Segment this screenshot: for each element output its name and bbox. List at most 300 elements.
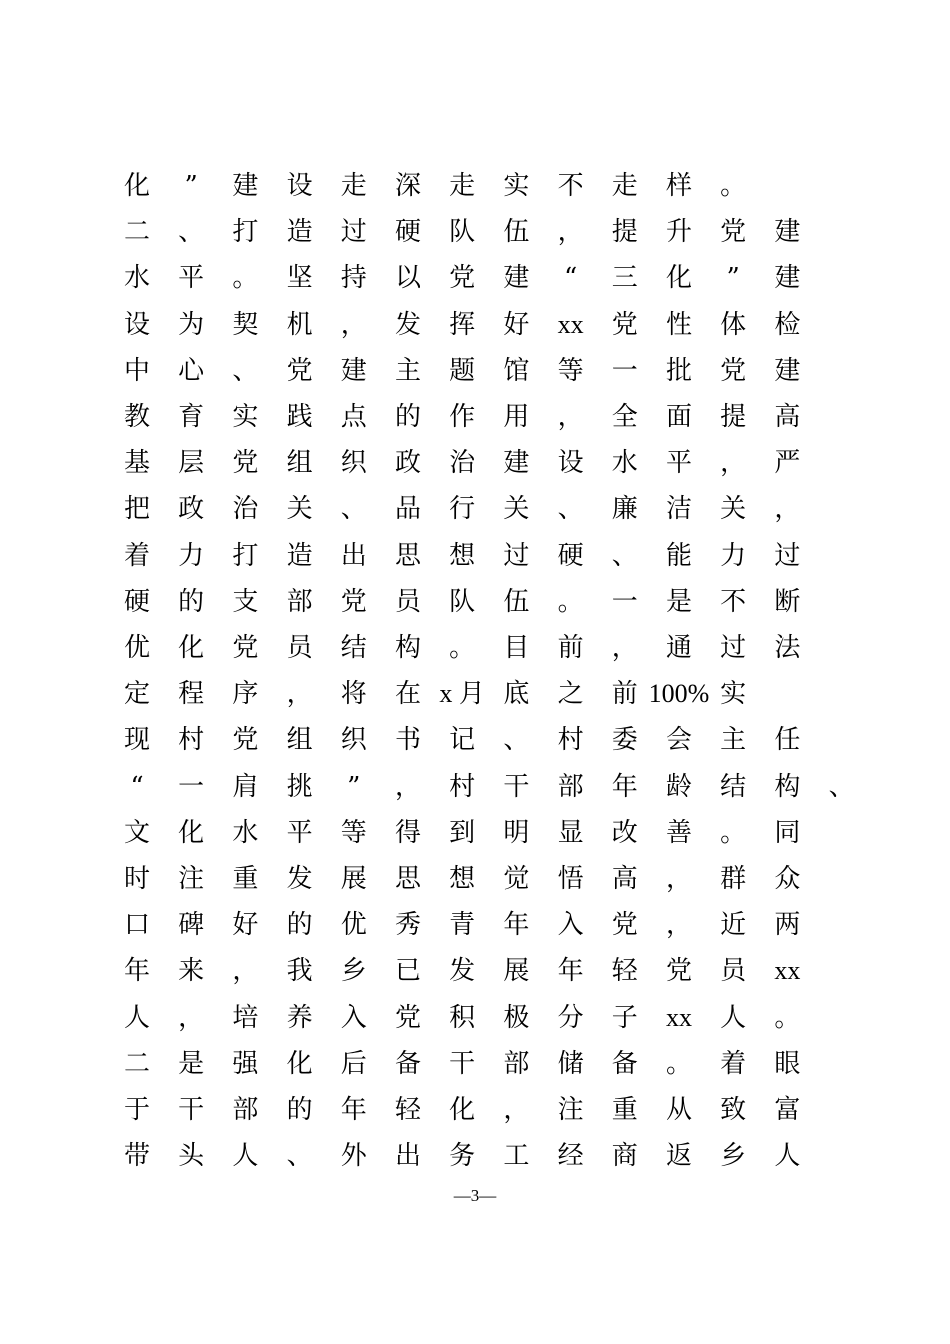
- text-char: 展: [340, 864, 367, 894]
- text-char: 眼: [774, 1048, 801, 1079]
- text-char: ”: [726, 263, 740, 294]
- text-char: 支: [232, 586, 259, 617]
- text-char: 实: [720, 679, 747, 710]
- text-char: 践: [286, 402, 313, 432]
- text-char: 发: [449, 956, 476, 987]
- text-char: 、: [611, 540, 638, 571]
- text-char: 水: [611, 448, 638, 479]
- text-char: 将: [340, 679, 367, 710]
- text-char: 的: [286, 910, 313, 941]
- text-char: 点: [340, 402, 367, 432]
- text-char: 底: [503, 679, 530, 710]
- text-char: 工: [503, 1141, 530, 1172]
- text-char: 党: [232, 448, 259, 479]
- text-char: 建: [340, 355, 367, 386]
- text-char: 队: [449, 217, 476, 248]
- text-char: 记: [449, 725, 476, 756]
- text-char: 经: [557, 1141, 584, 1172]
- text-char: 入: [340, 1002, 367, 1033]
- text-char: 全: [611, 402, 638, 432]
- text-char: 党: [720, 217, 747, 248]
- text-char: 注: [178, 864, 205, 894]
- text-char: 一: [611, 586, 638, 617]
- text-char: 是: [665, 586, 692, 617]
- text-char: 人: [774, 1141, 801, 1172]
- text-char: 党: [232, 633, 259, 663]
- text-char: 致: [720, 1095, 747, 1125]
- text-line: [0, 998, 950, 1038]
- text-char: 党: [611, 910, 638, 941]
- text-char: 党: [665, 956, 692, 987]
- text-char: ，: [557, 217, 584, 248]
- page-number: —3—: [453, 1186, 497, 1205]
- text-char: 年: [611, 771, 638, 802]
- text-char: 建: [774, 217, 801, 248]
- text-char: 年: [340, 1095, 367, 1125]
- text-char: 出: [340, 540, 367, 571]
- text-char: 的: [394, 402, 421, 432]
- text-char: xx: [774, 956, 801, 986]
- text-char: 。: [665, 1048, 692, 1079]
- text-char: 、: [178, 217, 205, 248]
- text-char: 高: [774, 402, 801, 432]
- text-char: 村: [449, 771, 476, 802]
- text-char: 三: [611, 263, 638, 294]
- text-char: 同: [774, 817, 801, 848]
- text-char: 现: [123, 725, 150, 756]
- text-char: 治: [449, 448, 476, 479]
- text-char: 化: [665, 263, 692, 294]
- text-char: 走: [340, 171, 367, 201]
- text-char: 提: [611, 217, 638, 248]
- text-char: 升: [665, 217, 692, 248]
- text-char: 水: [232, 817, 259, 848]
- text-char: 年: [123, 956, 150, 987]
- text-char: 人: [720, 1002, 747, 1033]
- text-char: 头: [178, 1141, 205, 1172]
- text-char: 显: [557, 817, 584, 848]
- text-char: 富: [774, 1095, 801, 1125]
- text-char: 前: [611, 679, 638, 710]
- text-char: 力: [720, 540, 747, 571]
- text-char: 设: [123, 309, 150, 340]
- text-char: 轻: [394, 1095, 421, 1125]
- text-char: ，: [394, 771, 421, 802]
- text-char: 二: [123, 217, 150, 248]
- text-char: 平: [286, 817, 313, 848]
- text-char: 觉: [503, 864, 530, 894]
- text-char: 结: [340, 633, 367, 663]
- text-char: 序: [232, 679, 259, 710]
- text-char: 力: [178, 540, 205, 571]
- text-char: 商: [611, 1141, 638, 1172]
- text-line: [0, 767, 950, 807]
- text-char: 人: [232, 1141, 259, 1172]
- text-char: 明: [503, 817, 530, 848]
- text-line: [0, 951, 950, 991]
- text-char: ，: [503, 1095, 530, 1125]
- text-char: ，: [720, 448, 747, 479]
- text-line: [0, 859, 950, 899]
- text-char: 坚: [286, 263, 313, 294]
- text-char: ，: [611, 633, 638, 663]
- text-char: 近: [720, 910, 747, 941]
- text-char: 优: [340, 910, 367, 941]
- text-char: 部: [503, 1048, 530, 1079]
- text-char: xx: [666, 1002, 692, 1032]
- text-char: 教: [123, 402, 150, 432]
- text-char: 返: [665, 1141, 692, 1172]
- text-char: 众: [774, 864, 801, 894]
- text-char: 重: [611, 1095, 638, 1125]
- text-char: ，: [232, 956, 259, 987]
- text-char: 化: [123, 171, 150, 201]
- text-char: 群: [720, 864, 747, 894]
- text-char: 伍: [503, 217, 530, 248]
- text-char: 建: [503, 263, 530, 294]
- text-char: 挑: [286, 771, 313, 802]
- text-char: 年: [503, 910, 530, 941]
- text-char: 造: [286, 540, 313, 571]
- text-char: 党: [394, 1002, 421, 1033]
- text-char: 员: [286, 633, 313, 663]
- text-char: 展: [503, 956, 530, 987]
- text-char: ”: [347, 771, 361, 802]
- text-char: 养: [286, 1002, 313, 1033]
- text-char: 组: [286, 448, 313, 479]
- text-char: 想: [449, 540, 476, 571]
- text-char: 强: [232, 1048, 259, 1079]
- text-char: 把: [123, 494, 150, 525]
- text-char: 来: [178, 956, 205, 987]
- text-char: 育: [178, 402, 205, 432]
- text-char: 带: [123, 1141, 150, 1172]
- text-char: 平: [665, 448, 692, 479]
- text-char: ，: [774, 494, 801, 525]
- text-char: 积: [449, 1002, 476, 1033]
- text-char: 。: [720, 817, 747, 848]
- text-char: 关: [286, 494, 313, 525]
- text-line: [0, 720, 950, 760]
- text-char: 、: [828, 771, 855, 802]
- text-char: 务: [449, 1141, 476, 1172]
- text-char: 备: [394, 1048, 421, 1079]
- text-char: 实: [232, 402, 259, 432]
- text-char: 极: [503, 1002, 530, 1033]
- text-char: 、: [340, 494, 367, 525]
- text-char: 时: [123, 864, 150, 894]
- text-char: 挥: [449, 309, 476, 340]
- text-char: 过: [774, 540, 801, 571]
- text-char: 不: [720, 586, 747, 617]
- text-char: 人: [123, 1002, 150, 1033]
- text-char: 机: [286, 309, 313, 340]
- text-char: 。: [232, 263, 259, 294]
- text-char: 得: [394, 817, 421, 848]
- text-char: 着: [123, 540, 150, 571]
- text-char: 化: [178, 817, 205, 848]
- text-char: 构: [394, 633, 421, 663]
- text-line: [0, 905, 950, 945]
- text-char: 走: [611, 171, 638, 201]
- text-char: “: [130, 771, 144, 802]
- text-char: 建: [232, 171, 259, 201]
- text-char: 高: [611, 864, 638, 894]
- text-char: 肩: [232, 771, 259, 802]
- text-char: 治: [232, 494, 259, 525]
- text-char: 思: [394, 864, 421, 894]
- text-line: [0, 1136, 950, 1176]
- text-char: 村: [557, 725, 584, 756]
- text-char: 面: [665, 402, 692, 432]
- text-char: xx: [557, 309, 584, 339]
- text-char: 着: [720, 1048, 747, 1079]
- text-line: [0, 1044, 950, 1084]
- text-char: 伍: [503, 586, 530, 617]
- text-char: 年: [557, 956, 584, 987]
- text-line: [0, 1090, 950, 1130]
- text-line: [0, 536, 950, 576]
- text-char: ，: [178, 1002, 205, 1033]
- text-char: 政: [394, 448, 421, 479]
- text-char: 用: [503, 402, 530, 432]
- text-char: 化: [178, 633, 205, 663]
- text-char: 在: [394, 679, 421, 710]
- text-line: [0, 212, 950, 252]
- text-char: ，: [665, 864, 692, 894]
- text-char: 外: [340, 1141, 367, 1172]
- text-char: 从: [665, 1095, 692, 1125]
- text-char: 口: [123, 910, 150, 941]
- text-char: 法: [774, 633, 801, 663]
- text-line: [0, 489, 950, 529]
- text-char: 主: [394, 355, 421, 386]
- text-char: 书: [394, 725, 421, 756]
- text-char: ，: [340, 309, 367, 340]
- text-char: 品: [394, 494, 421, 525]
- text-char: 心: [178, 355, 205, 386]
- text-char: 能: [665, 540, 692, 571]
- text-char: 党: [286, 355, 313, 386]
- text-char: 等: [340, 817, 367, 848]
- text-char: 化: [449, 1095, 476, 1125]
- text-char: 干: [503, 771, 530, 802]
- text-char: 轻: [611, 956, 638, 987]
- text-line: [0, 351, 950, 391]
- text-char: 织: [340, 448, 367, 479]
- text-char: 硬: [394, 217, 421, 248]
- text-char: x 月: [439, 679, 485, 709]
- text-char: 任: [774, 725, 801, 756]
- text-char: 建: [503, 448, 530, 479]
- text-line: [0, 628, 950, 668]
- text-char: 洁: [665, 494, 692, 525]
- text-char: 平: [178, 263, 205, 294]
- text-char: 中: [123, 355, 150, 386]
- text-char: 、: [503, 725, 530, 756]
- text-char: 为: [178, 309, 205, 340]
- text-char: 水: [123, 263, 150, 294]
- text-char: ”: [184, 171, 198, 201]
- text-char: 出: [394, 1141, 421, 1172]
- text-char: 提: [720, 402, 747, 432]
- text-char: 设: [286, 171, 313, 201]
- text-char: 党: [340, 586, 367, 617]
- text-char: 样: [665, 171, 692, 201]
- text-line: [0, 397, 950, 437]
- text-char: ，: [665, 910, 692, 941]
- text-char: 党: [449, 263, 476, 294]
- text-char: 是: [178, 1048, 205, 1079]
- text-char: 定: [123, 679, 150, 710]
- text-char: 建: [774, 263, 801, 294]
- text-char: 、: [557, 494, 584, 525]
- text-char: 备: [611, 1048, 638, 1079]
- text-char: 部: [232, 1095, 259, 1125]
- text-char: 构: [774, 771, 801, 802]
- text-char: 。: [449, 633, 476, 663]
- text-char: 储: [557, 1048, 584, 1079]
- text-char: 入: [557, 910, 584, 941]
- text-char: 断: [774, 586, 801, 617]
- text-char: 秀: [394, 910, 421, 941]
- text-char: 龄: [665, 771, 692, 802]
- text-char: 题: [449, 355, 476, 386]
- text-char: 打: [232, 540, 259, 571]
- text-line: [0, 813, 950, 853]
- text-line: [0, 166, 950, 206]
- text-char: 检: [774, 309, 801, 340]
- text-char: 关: [503, 494, 530, 525]
- text-char: 通: [665, 633, 692, 663]
- text-char: 村: [178, 725, 205, 756]
- text-char: 关: [720, 494, 747, 525]
- text-char: 乡: [720, 1141, 747, 1172]
- text-char: 。: [720, 171, 747, 201]
- text-char: 目: [503, 633, 530, 663]
- text-char: 重: [232, 864, 259, 894]
- text-char: 深: [394, 171, 421, 201]
- text-char: 员: [720, 956, 747, 987]
- text-char: 、: [286, 1141, 313, 1172]
- text-char: 行: [449, 494, 476, 525]
- text-char: 文: [123, 817, 150, 848]
- text-char: 党: [232, 725, 259, 756]
- text-char: 党: [611, 309, 638, 340]
- text-char: 。: [774, 1002, 801, 1033]
- text-char: 程: [178, 679, 205, 710]
- text-char: 青: [449, 910, 476, 941]
- text-char: 等: [557, 355, 584, 386]
- text-line: [0, 582, 950, 622]
- text-char: 性: [665, 309, 692, 340]
- text-char: 作: [449, 402, 476, 432]
- text-char: 过: [340, 217, 367, 248]
- text-char: 织: [340, 725, 367, 756]
- text-char: 严: [774, 448, 801, 479]
- text-char: “: [563, 263, 578, 294]
- text-char: 已: [394, 956, 421, 987]
- text-char: 我: [286, 956, 313, 987]
- text-char: 二: [123, 1048, 150, 1079]
- text-char: 之: [557, 679, 584, 710]
- text-char: 后: [340, 1048, 367, 1079]
- text-char: 组: [286, 725, 313, 756]
- text-char: 化: [286, 1048, 313, 1079]
- text-char: 员: [394, 586, 421, 617]
- text-char: 委: [611, 725, 638, 756]
- text-char: 队: [449, 586, 476, 617]
- text-char: ，: [557, 402, 584, 432]
- text-char: 一: [611, 355, 638, 386]
- text-char: 碑: [178, 910, 205, 941]
- text-char: 悟: [557, 864, 584, 894]
- text-char: 分: [557, 1002, 584, 1033]
- text-char: 的: [178, 586, 205, 617]
- text-char: 改: [611, 817, 638, 848]
- text-char: 到: [449, 817, 476, 848]
- text-char: 主: [720, 725, 747, 756]
- text-line: [0, 674, 950, 714]
- text-char: 发: [286, 864, 313, 894]
- text-line: [0, 443, 950, 483]
- text-char: 、: [232, 355, 259, 386]
- text-char: 。: [557, 586, 584, 617]
- text-char: 想: [449, 864, 476, 894]
- text-char: 部: [557, 771, 584, 802]
- text-char: 持: [340, 263, 367, 294]
- text-char: 的: [286, 1095, 313, 1125]
- text-char: 政: [178, 494, 205, 525]
- text-char: 两: [774, 910, 801, 941]
- text-char: 前: [557, 633, 584, 663]
- text-char: 党: [720, 355, 747, 386]
- text-char: 好: [503, 309, 530, 340]
- text-char: 以: [394, 263, 421, 294]
- text-char: 硬: [557, 540, 584, 571]
- text-char: 100%: [648, 679, 710, 709]
- text-char: 建: [774, 355, 801, 386]
- text-char: 好: [232, 910, 259, 941]
- text-char: 硬: [123, 586, 150, 617]
- text-char: 过: [720, 633, 747, 663]
- text-char: 层: [178, 448, 205, 479]
- text-char: 善: [665, 817, 692, 848]
- text-char: 会: [665, 725, 692, 756]
- text-char: 过: [503, 540, 530, 571]
- text-char: 注: [557, 1095, 584, 1125]
- text-char: 打: [232, 217, 259, 248]
- text-line: [0, 258, 950, 298]
- text-char: 干: [178, 1095, 205, 1125]
- text-char: 部: [286, 586, 313, 617]
- text-char: 乡: [340, 956, 367, 987]
- text-char: 体: [720, 309, 747, 340]
- text-char: 优: [123, 633, 150, 663]
- text-char: 结: [720, 771, 747, 802]
- text-char: 基: [123, 448, 150, 479]
- text-char: 馆: [503, 355, 530, 386]
- text-char: 批: [665, 355, 692, 386]
- text-char: 廉: [611, 494, 638, 525]
- text-char: 于: [123, 1095, 150, 1125]
- text-char: 干: [449, 1048, 476, 1079]
- text-char: 契: [232, 309, 259, 340]
- text-char: 子: [611, 1002, 638, 1033]
- text-char: 思: [394, 540, 421, 571]
- text-char: 走: [449, 171, 476, 201]
- text-char: 培: [232, 1002, 259, 1033]
